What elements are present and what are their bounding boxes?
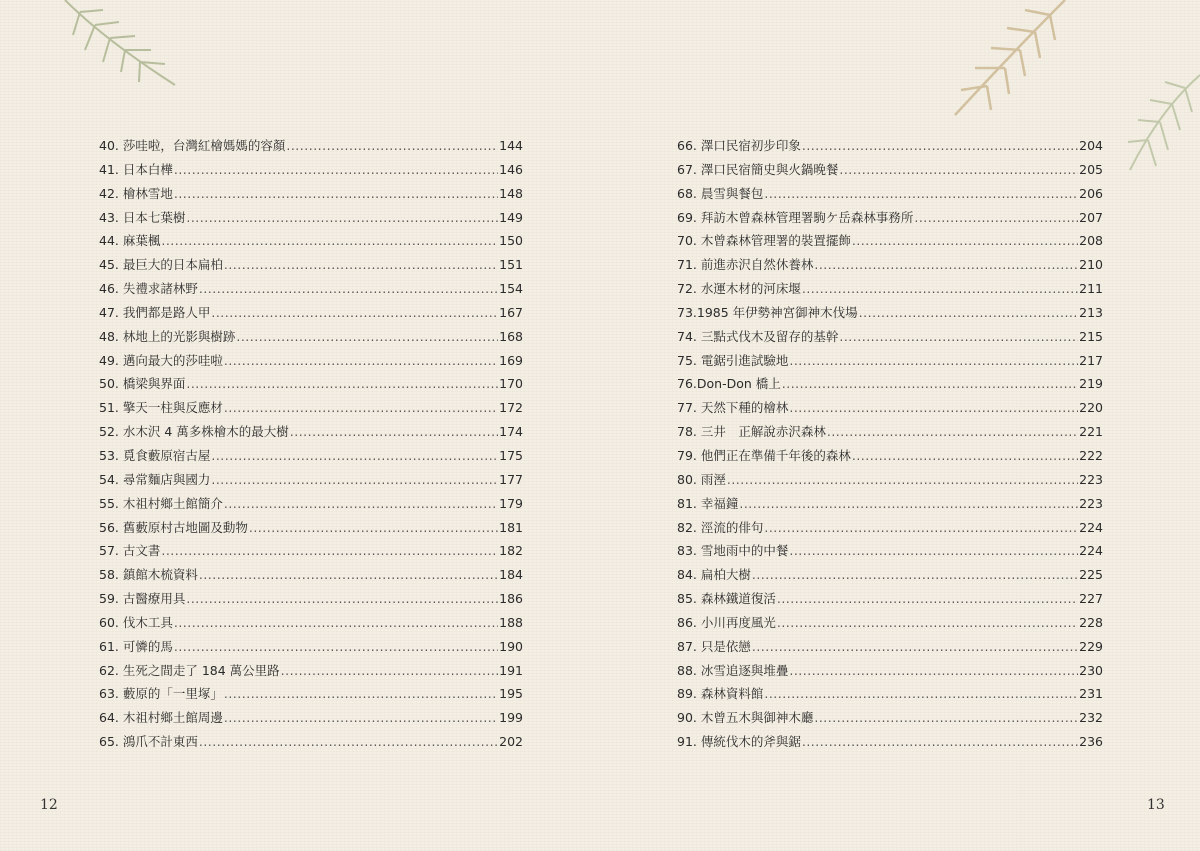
- toc-entry: [99, 372, 523, 396]
- toc-entry-title: 48. 林地上的光影與樹跡: [99, 328, 236, 344]
- dot-leader: [859, 301, 1078, 325]
- toc-entry: [99, 229, 523, 253]
- toc-entry: [677, 134, 1103, 158]
- toc-entry-page: 154: [499, 281, 523, 297]
- toc-entry-page: 168: [499, 328, 523, 344]
- toc-entry-page: 202: [499, 734, 523, 750]
- dot-leader: [290, 420, 498, 444]
- dot-leader: [286, 134, 498, 158]
- toc-entry-title: 78. 三井 正解說赤沢森林: [677, 424, 826, 440]
- dot-leader: [727, 468, 1078, 492]
- toc-entry-title: 63. 藪原的「一里塚」: [99, 686, 223, 702]
- dot-leader: [789, 396, 1078, 420]
- toc-entry-title: 50. 橋梁與界面: [99, 376, 186, 392]
- toc-entry-title: 45. 最巨大的日本扁柏: [99, 257, 223, 273]
- toc-entry-page: 151: [499, 257, 523, 273]
- dot-leader: [764, 182, 1078, 206]
- dot-leader: [802, 277, 1078, 301]
- toc-entry: [99, 396, 523, 420]
- toc-entry: [99, 134, 523, 158]
- dot-leader: [236, 325, 498, 349]
- toc-entry-page: 199: [499, 710, 523, 726]
- toc-entry-page: 191: [499, 662, 523, 678]
- dot-leader: [777, 587, 1078, 611]
- dot-leader: [782, 372, 1078, 396]
- dot-leader: [161, 229, 498, 253]
- dot-leader: [224, 706, 498, 730]
- toc-entry-title: 55. 木祖村鄉土館簡介: [99, 495, 223, 511]
- toc-entry: [99, 277, 523, 301]
- dot-leader: [174, 182, 498, 206]
- toc-entry: [99, 516, 523, 540]
- dot-leader: [199, 563, 498, 587]
- toc-entry-page: 179: [499, 495, 523, 511]
- toc-entry-page: 144: [499, 138, 523, 153]
- toc-entry-title: 54. 尋常麵店與國力: [99, 471, 211, 487]
- dot-leader: [224, 349, 498, 373]
- toc-entry-title: 65. 鴻爪不計東西: [99, 734, 198, 750]
- toc-entry-title: 71. 前進赤沢自然休養林: [677, 257, 814, 273]
- toc-entry-title: 81. 幸福鐘: [677, 495, 739, 511]
- toc-entry-title: 59. 古醫療用具: [99, 591, 186, 607]
- toc-entry-title: 46. 失禮求諸林野: [99, 281, 198, 297]
- toc-entry: [99, 444, 523, 468]
- toc-entry-page: 236: [1079, 734, 1103, 750]
- toc-entry-page: 224: [1079, 543, 1103, 559]
- toc-entry-page: 205: [1079, 161, 1103, 177]
- toc-entry-page: 149: [499, 209, 523, 225]
- toc-entry: [99, 182, 523, 206]
- dot-leader: [852, 444, 1078, 468]
- toc-entry: [99, 253, 523, 277]
- toc-entry-title: 77. 天然下種的檜林: [677, 400, 789, 416]
- toc-entry: [99, 468, 523, 492]
- toc-entry: [677, 539, 1103, 563]
- dot-leader: [249, 516, 498, 540]
- toc-entry-page: 210: [1079, 257, 1103, 273]
- dot-leader: [281, 659, 498, 683]
- toc-entry: [677, 444, 1103, 468]
- toc-entry-page: 219: [1079, 376, 1103, 392]
- toc-entry: [677, 420, 1103, 444]
- toc-entry-page: 213: [1079, 304, 1103, 320]
- toc-entry: [677, 563, 1103, 587]
- dot-leader: [174, 158, 498, 182]
- toc-entry-page: 225: [1079, 567, 1103, 583]
- toc-entry-page: 169: [499, 352, 523, 368]
- toc-entry-title: 40. 莎哇啦，台灣紅檜媽媽的容顏: [99, 138, 286, 153]
- toc-entry-page: 227: [1079, 591, 1103, 607]
- toc-entry-page: 190: [499, 638, 523, 654]
- toc-entry: [99, 659, 523, 683]
- toc-entry-title: 47. 我們都是路人甲: [99, 304, 211, 320]
- toc-entry-page: 207: [1079, 209, 1103, 225]
- dot-leader: [789, 349, 1078, 373]
- dot-leader: [752, 635, 1078, 659]
- toc-entry: [99, 158, 523, 182]
- page-number-left: 12: [40, 797, 58, 813]
- dot-leader: [802, 730, 1078, 754]
- toc-entry: [677, 277, 1103, 301]
- toc-entry-title: 41. 日本白樺: [99, 161, 173, 177]
- toc-entry: [677, 182, 1103, 206]
- dot-leader: [224, 396, 498, 420]
- toc-entry-page: 188: [499, 614, 523, 630]
- toc-entry-page: 186: [499, 591, 523, 607]
- toc-entry-page: 167: [499, 304, 523, 320]
- toc-entry-page: 229: [1079, 638, 1103, 654]
- toc-entry-title: 69. 拜訪木曾森林管理署駒ケ岳森林事務所: [677, 209, 914, 225]
- toc-entry-title: 70. 木曾森林管理署的裝置擺飾: [677, 233, 851, 249]
- toc-entry-title: 75. 電鋸引進試驗地: [677, 352, 789, 368]
- toc-entry-title: 73.1985 年伊勢神宮御神木伐場: [677, 304, 858, 320]
- dot-leader: [839, 158, 1078, 182]
- toc-entry-title: 82. 涇流的俳句: [677, 519, 764, 535]
- toc-entry-title: 91. 傳統伐木的斧與鋸: [677, 734, 801, 750]
- toc-entry-page: 231: [1079, 686, 1103, 702]
- toc-entry: [677, 325, 1103, 349]
- dot-leader: [802, 134, 1078, 158]
- toc-entry: [677, 301, 1103, 325]
- dot-leader: [764, 682, 1078, 706]
- toc-entry-title: 43. 日本七葉樹: [99, 209, 186, 225]
- toc-entry: [677, 730, 1103, 754]
- dot-leader: [161, 539, 498, 563]
- toc-entry-title: 74. 三點式伐木及留存的基幹: [677, 328, 839, 344]
- dot-leader: [739, 492, 1078, 516]
- toc-entry-title: 90. 木曾五木與御神木廳: [677, 710, 814, 726]
- toc-entry: [677, 611, 1103, 635]
- toc-entry: [677, 587, 1103, 611]
- toc-entry: [677, 682, 1103, 706]
- toc-entry-title: 61. 可憐的馬: [99, 638, 173, 654]
- dot-leader: [174, 635, 498, 659]
- toc-entry-title: 79. 他們正在準備千年後的森林: [677, 447, 851, 463]
- toc-entry-title: 42. 檜林雪地: [99, 185, 173, 201]
- toc-entry-page: 148: [499, 185, 523, 201]
- toc-entry: [677, 706, 1103, 730]
- toc-entry: [677, 206, 1103, 230]
- toc-entry-page: 211: [1079, 281, 1103, 297]
- toc-entry-page: 195: [499, 686, 523, 702]
- dot-leader: [839, 325, 1078, 349]
- toc-entry: [99, 730, 523, 754]
- toc-entry: [677, 396, 1103, 420]
- toc-entry-page: 204: [1079, 138, 1103, 153]
- toc-entry-title: 88. 冰雪追逐與堆疊: [677, 662, 789, 678]
- dot-leader: [752, 563, 1078, 587]
- dot-leader: [186, 372, 498, 396]
- toc-entry: [99, 682, 523, 706]
- toc-entry-title: 49. 邁向最大的莎哇啦: [99, 352, 223, 368]
- toc-entry-page: 146: [499, 161, 523, 177]
- toc-entry-title: 57. 古文書: [99, 543, 161, 559]
- toc-entry-title: 84. 扁柏大樹: [677, 567, 751, 583]
- page-number-right: 13: [1147, 797, 1165, 813]
- toc-entry-page: 228: [1079, 614, 1103, 630]
- toc-entry-page: 172: [499, 400, 523, 416]
- toc-entry-title: 62. 生死之間走了 184 萬公里路: [99, 662, 280, 678]
- toc-entry: [99, 420, 523, 444]
- dot-leader: [789, 659, 1078, 683]
- toc-entry-title: 66. 澤口民宿初步印象: [677, 138, 801, 153]
- dot-leader: [789, 539, 1078, 563]
- toc-entry: [99, 325, 523, 349]
- dot-leader: [211, 468, 498, 492]
- toc-entry-title: 52. 水木沢 4 萬多株檜木的最大樹: [99, 424, 289, 440]
- toc-entry: [99, 539, 523, 563]
- dot-leader: [764, 516, 1078, 540]
- toc-entry: [99, 301, 523, 325]
- toc-entry: [677, 468, 1103, 492]
- toc-entry-page: 220: [1079, 400, 1103, 416]
- dot-leader: [211, 444, 498, 468]
- toc-entry-page: 184: [499, 567, 523, 583]
- toc-entry-title: 68. 晨雪與餐包: [677, 185, 764, 201]
- dot-leader: [777, 611, 1078, 635]
- toc-entry-page: 215: [1079, 328, 1103, 344]
- toc-entry: [677, 635, 1103, 659]
- toc-entry-page: 224: [1079, 519, 1103, 535]
- toc-entry: [677, 229, 1103, 253]
- toc-entry-page: 223: [1079, 471, 1103, 487]
- toc-entry-title: 67. 澤口民宿簡史與火鍋晚餐: [677, 161, 839, 177]
- toc-entry-title: 60. 伐木工具: [99, 614, 173, 630]
- dot-leader: [174, 611, 498, 635]
- toc-entry-page: 175: [499, 447, 523, 463]
- dot-leader: [814, 706, 1078, 730]
- toc-entry-page: 217: [1079, 352, 1103, 368]
- dot-leader: [224, 253, 498, 277]
- toc-entry-title: 85. 森林鐵道復活: [677, 591, 776, 607]
- toc-entry-title: 44. 麻葉楓: [99, 233, 161, 249]
- toc-entry: [99, 611, 523, 635]
- toc-entry-title: 89. 森林資料館: [677, 686, 764, 702]
- toc-right-page: [677, 134, 1103, 754]
- toc-entry-page: 206: [1079, 185, 1103, 201]
- toc-entry-page: 170: [499, 376, 523, 392]
- dot-leader: [814, 253, 1078, 277]
- dot-leader: [186, 587, 498, 611]
- toc-entry-page: 177: [499, 471, 523, 487]
- toc-entry-title: 56. 舊藪原村古地圖及動物: [99, 519, 248, 535]
- toc-entry: [99, 349, 523, 373]
- dot-leader: [224, 682, 498, 706]
- toc-entry: [677, 158, 1103, 182]
- toc-entry-page: 150: [499, 233, 523, 249]
- dot-leader: [827, 420, 1078, 444]
- toc-entry: [99, 492, 523, 516]
- dot-leader: [199, 277, 498, 301]
- toc-entry-page: 223: [1079, 495, 1103, 511]
- toc-entry-title: 83. 雪地雨中的中餐: [677, 543, 789, 559]
- toc-entry-page: 182: [499, 543, 523, 559]
- toc-entry: [677, 492, 1103, 516]
- toc-entry-title: 87. 只是依戀: [677, 638, 751, 654]
- toc-entry: [677, 516, 1103, 540]
- toc-entry-title: 64. 木祖村鄉土館周邊: [99, 710, 223, 726]
- toc-entry-title: 72. 水運木材的河床堰: [677, 281, 801, 297]
- toc-entry: [677, 372, 1103, 396]
- dot-leader: [186, 206, 498, 230]
- dot-leader: [852, 229, 1078, 253]
- toc-entry: [99, 635, 523, 659]
- toc-entry-page: 222: [1079, 447, 1103, 463]
- dot-leader: [211, 301, 498, 325]
- toc-entry-page: 208: [1079, 233, 1103, 249]
- dot-leader: [224, 492, 498, 516]
- toc-entry-title: 76.Don-Don 橋上: [677, 376, 781, 392]
- toc-entry-title: 51. 擎天一柱與反應材: [99, 400, 223, 416]
- toc-entry-title: 80. 雨溼: [677, 471, 726, 487]
- toc-entry: [677, 349, 1103, 373]
- toc-entry-page: 230: [1079, 662, 1103, 678]
- toc-entry-title: 53. 覓食藪原宿古屋: [99, 447, 211, 463]
- toc-entry-title: 58. 鎮館木梳資料: [99, 567, 198, 583]
- toc-entry-page: 221: [1079, 424, 1103, 440]
- cedar-leaf-icon: [55, 0, 185, 95]
- dot-leader: [914, 206, 1078, 230]
- cedar-leaf-icon: [1120, 70, 1200, 180]
- toc-entry: [99, 206, 523, 230]
- toc-entry: [99, 563, 523, 587]
- cedar-leaf-icon: [925, 0, 1075, 120]
- toc-entry-page: 174: [499, 424, 523, 440]
- toc-left-page: [99, 134, 523, 754]
- toc-entry: [99, 706, 523, 730]
- toc-entry-title: 86. 小川再度風光: [677, 614, 776, 630]
- toc-entry: [677, 253, 1103, 277]
- toc-entry-page: 232: [1079, 710, 1103, 726]
- toc-entry: [99, 587, 523, 611]
- dot-leader: [199, 730, 498, 754]
- toc-entry-page: 181: [499, 519, 523, 535]
- toc-entry: [677, 659, 1103, 683]
